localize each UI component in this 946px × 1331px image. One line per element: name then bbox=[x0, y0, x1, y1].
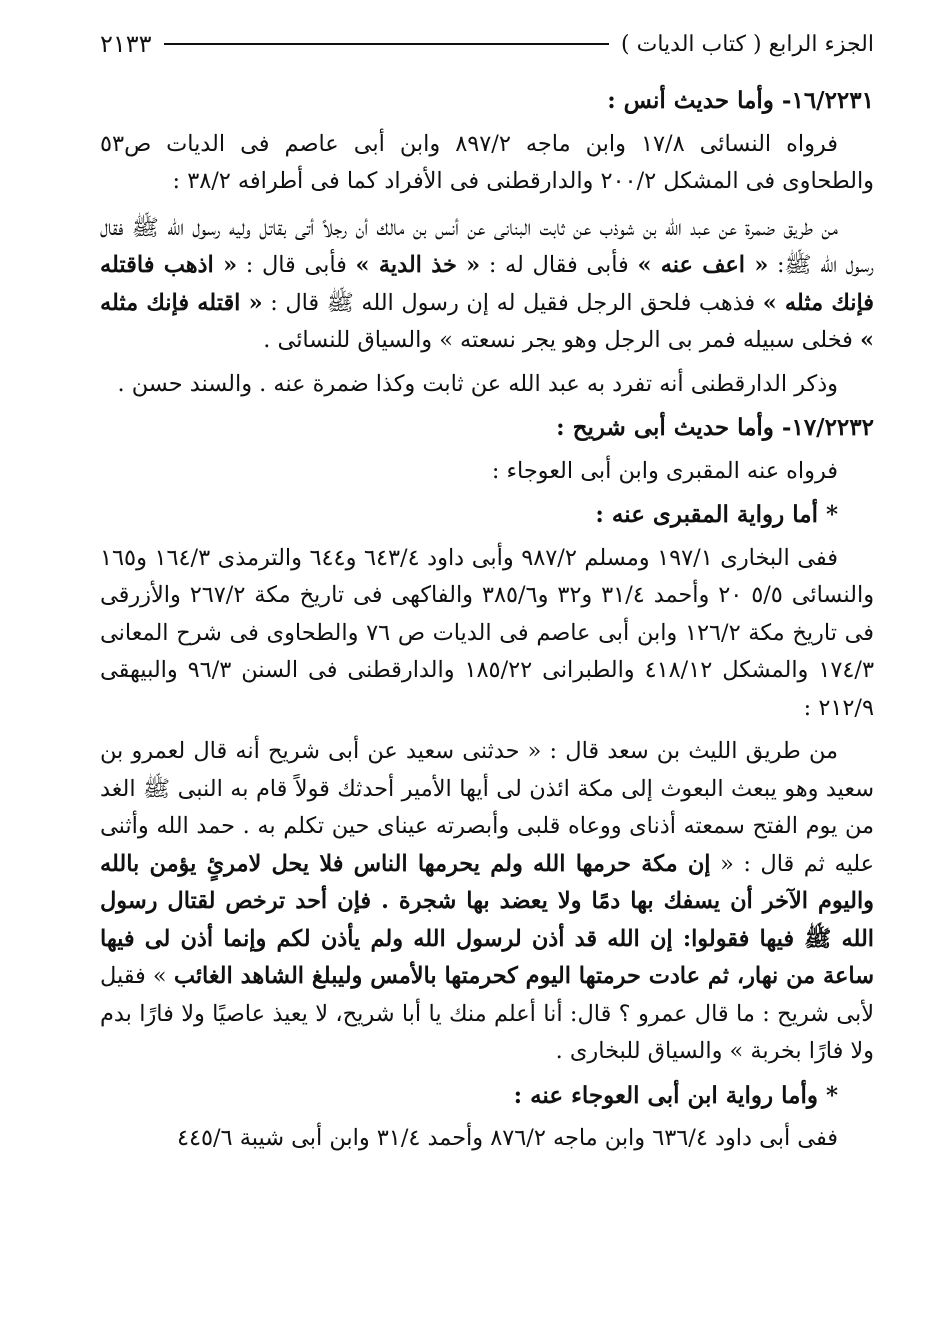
paragraph-ibn-abi-al-awja-sources: ففى أبى داود ٦٣٦/٤ وابن ماجه ٨٧٦/٢ وأحمد ٣١/٤ وابن أبى شيبة ٤٤٥/٦ bbox=[176, 1125, 838, 1151]
paragraph-anas-text bbox=[100, 210, 874, 360]
quote-segment: « اعف عنه » bbox=[637, 252, 769, 278]
text-segment: فذهب فلحق الرجل فقيل له إن رسول الله ﷺ قال : bbox=[262, 289, 763, 316]
hadith-heading-anas: ١٦/٢٢٣١- وأما حديث أنس : bbox=[607, 87, 874, 114]
text-segment: فخلى سبيله فمر بى الرجل وهو يجر نسعته » والسياق للنسائى . bbox=[263, 327, 860, 353]
quote-segment: « اذهب فاقتله فإنك مثله » bbox=[100, 252, 874, 316]
text-segment: فأبى قال : bbox=[237, 252, 356, 278]
text-segment: من طريق الليث بن سعد قال : « حدثنى سعيد عن أبى شريح أنه قال لعمرو بن سعيد وهو يبعث البعوث إلى مكة ائذن لى أيها الأمير أحدثك قولاً قام به النبى ﷺ الغد من يوم الفتح سمعته أذناى ووعاه قلبى وأبصرته عيناى حين تكلم به . حمد الله وأثنى عليه ثم قال : « bbox=[100, 738, 874, 877]
header-title: الجزء الرابع ( كتاب الديات ) bbox=[621, 31, 874, 57]
subheading-maqburi: * أما رواية المقبرى عنه : bbox=[595, 501, 838, 528]
quote-segment: إن مكة حرمها الله ولم يحرمها الناس فلا يحل لامرئٍ يؤمن بالله واليوم الآخر أن يسفك بها دمًا ولا يعضد بها شجرة . فإن أحد ترخص لقتال رسول الله ﷺ فيها فقولوا: إن الله قد أذن لرسول الله ولم يأذن لكم وإنما أذن لى فيها ساعة من نهار، ثم عادت حرمتها اليوم كحرمتها بالأمس وليبلغ الشاهد الغائب bbox=[100, 850, 874, 989]
hadith-heading-abu-shurayh: ١٧/٢٢٣٢- وأما حديث أبى شريح : bbox=[556, 414, 874, 441]
paragraph-maqburi-text bbox=[100, 733, 874, 1071]
subheading-ibn-abi-al-awja: * وأما رواية ابن أبى العوجاء عنه : bbox=[513, 1081, 838, 1109]
text-segment: » فقيل لأبى شريح : ما قال عمرو ؟ قال: أنا أعلم منك يا أبا شريح، لا يعيذ عاصيًا ولا فارًا بدم ولا فارًا بخربة » والسياق للبخارى . bbox=[100, 963, 874, 1064]
running-header bbox=[100, 24, 874, 64]
paragraph-anas-sources: فرواه النسائى ١٧/٨ وابن ماجه ٨٩٧/٢ وابن أبى عاصم فى الديات ص٥٣ والطحاوى فى المشكل ٢٠٠/٢ والدارقطنى فى الأفراد كما فى أطرافه ٣٨/٢ : bbox=[100, 130, 874, 194]
page-number: ٢١٣٣ bbox=[100, 30, 152, 58]
paragraph-anas-grading: وذكر الدارقطنى أنه تفرد به عبد الله عن ثابت وكذا ضمرة عنه . والسند حسن . bbox=[117, 370, 838, 397]
text-segment: من طريق ضمرة عن عبد الله بن شوذب عن ثابت البنانى عن أنس بن مالك أن رجلاً أتى بقاتل وليه رسول الله ﷺ فقال رسول الله ﷺ: bbox=[100, 214, 874, 278]
header-rule bbox=[164, 43, 609, 45]
quote-segment: « اقتله فإنك مثله » bbox=[100, 289, 874, 353]
text-segment: فأبى فقال له : bbox=[480, 252, 638, 278]
paragraph-narrators: فرواه عنه المقبرى وابن أبى العوجاء : bbox=[491, 457, 838, 484]
paragraph-maqburi-sources: ففى البخارى ١٩٧/١ ومسلم ٩٨٧/٢ وأبى داود ٦٤٣/٤ و٦٤٤ والترمذى ١٦٤/٣ و١٦٥ والنسائى ٥/٥ ٢٠ وأحمد ٣١/٤ و٣٢ و٣٨٥/٦ والفاكهى فى تاريخ مكة ٢٦٧/٢ والأزرقى فى تاريخ مكة ١٢٦/٢ وابن أبى عاصم فى الديات ص ٧٦ والطحاوى فى شرح المعانى ١٧٤/٣ والمشكل ٤١٨/١٢ والطبرانى ١٨٥/٢٢ والدارقطنى فى السنن ٩٦/٣ والبيهقى ٢١٢/٩ : bbox=[100, 544, 875, 721]
quote-segment: « خذ الدية » bbox=[355, 252, 481, 278]
